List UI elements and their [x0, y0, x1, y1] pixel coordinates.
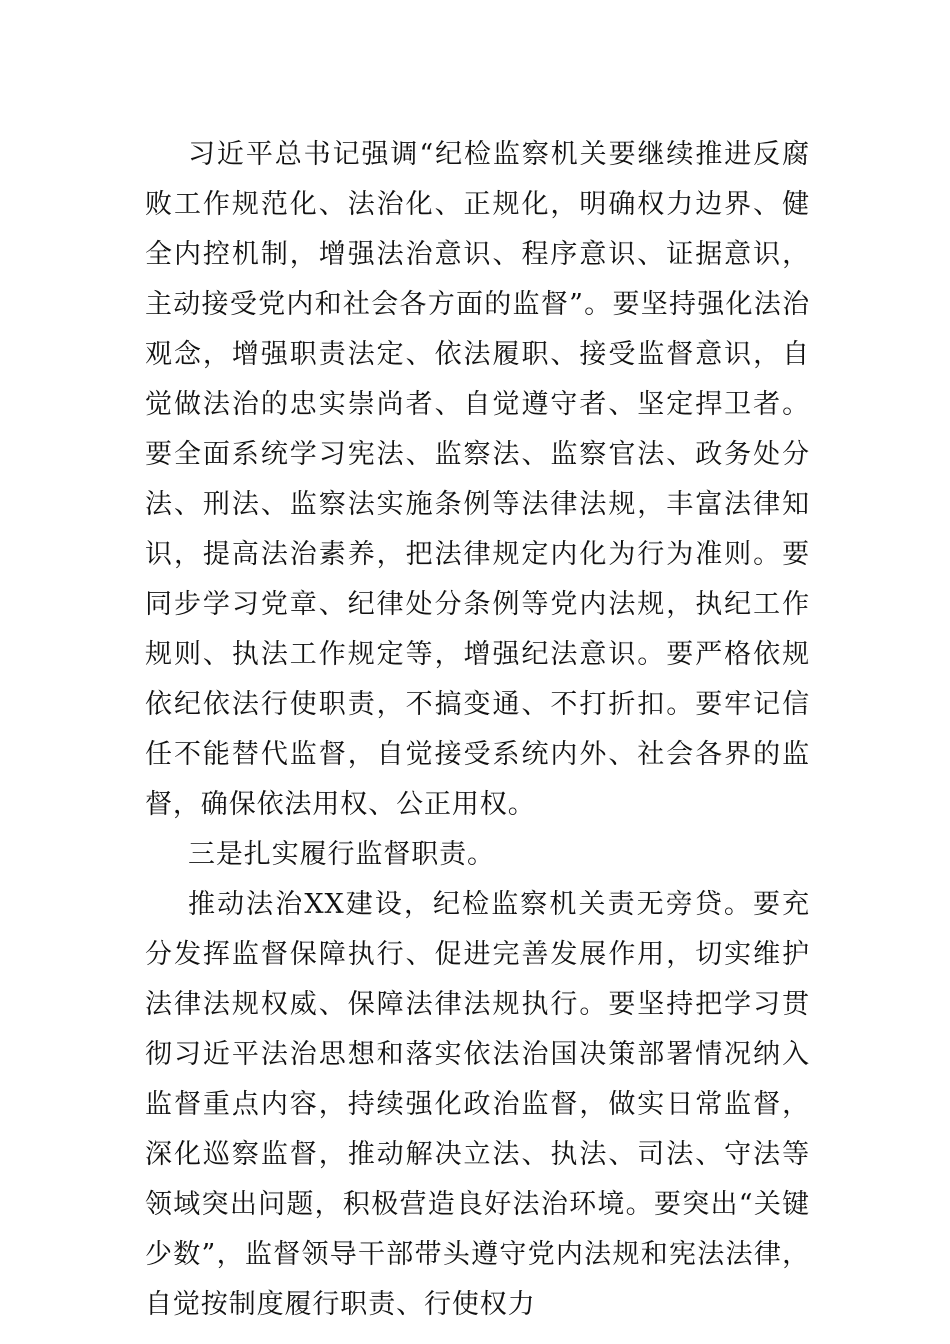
paragraph-rule-of-law: 习近平总书记强调“纪检监察机关要继续推进反腐败工作规范化、法治化、正规化，明确权力边界、健全内控机制，增强法治意识、程序意识、证据意识，主动接受党内和社会各方面的监督”。要坚持强化法治观念，增强职责法定、依法履职、接受监督意识，自觉做法治的忠实崇尚者、自觉遵守者、坚定捍卫者。要全面系统学习宪法、监察法、监察官法、政务处分法、刑法、监察法实施条例等法律法规，丰富法律知识，提高法治素养，把法律规定内化为行为准则。要同步学习党章、纪律处分条例等党内法规，执纪工作规则、执法工作规定等，增强纪法意识。要严格依规依纪依法行使职责，不搞变通、不打折扣。要牢记信任不能替代监督，自觉接受系统内外、社会各界的监督，确保依法用权、公正用权。 [145, 139, 810, 820]
paragraph-supervision: 推动法治XX建设，纪检监察机关责无旁贷。要充分发挥监督保障执行、促进完善发展作用，切实维护法律法规权威、保障法律法规执行。要坚持把学习贯彻习近平法治思想和落实依法治国决策部署情况纳入监督重点内容，持续强化政治监督，做实日常监督，深化巡察监督，推动解决立法、执法、司法、守法等领域突出问题，积极营造良好法治环境。要突出“关键少数”，监督领导干部带头遵守党内法规和宪法法律，自觉按制度履行职责、行使权力 [145, 889, 810, 1320]
document-body [145, 130, 810, 1330]
section-heading: 三是扎实履行监督职责。 [188, 839, 495, 870]
